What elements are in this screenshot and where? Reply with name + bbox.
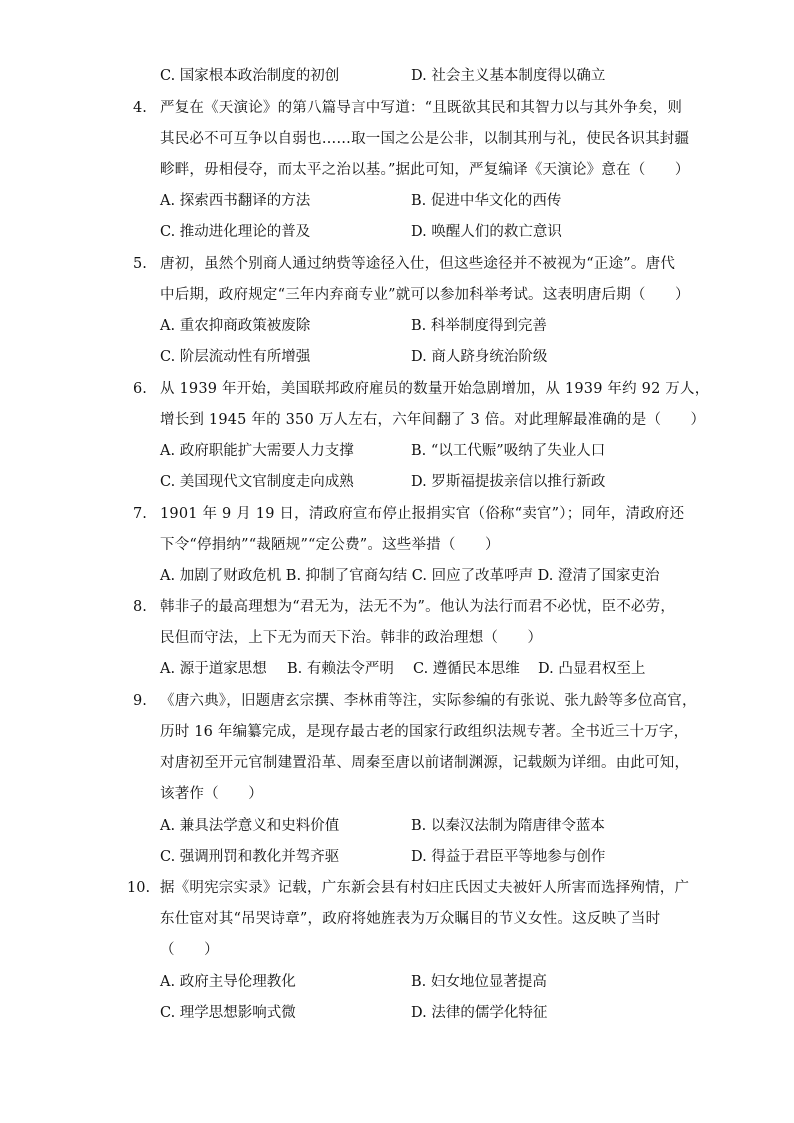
q7-line-2: 下令“停捐纳”“裁陋规”“定公费”。这些举措（ ） (160, 537, 500, 553)
q10-line-3: （ ） (160, 942, 219, 958)
q8-line-2: 民但而守法，上下无为而天下治。韩非的政治理想（ ） (160, 630, 543, 646)
q9-number: 9. (133, 693, 147, 709)
q5-option-d: D. 商人跻身统治阶级 (411, 349, 548, 365)
q3-option-d: D. 社会主义基本制度得以确立 (411, 68, 606, 84)
q10-option-c: C. 理学思想影响式微 (160, 1005, 296, 1021)
q9-option-a: A. 兼具法学意义和史料价值 (160, 818, 340, 834)
q5-option-c: C. 阶层流动性有所增强 (160, 349, 311, 365)
q10-number: 10. (127, 880, 151, 896)
q4-option-c: C. 推动进化理论的普及 (160, 224, 311, 240)
q9-option-c: C. 强调刑罚和教化并驾齐驱 (160, 849, 340, 865)
q9-option-b: B. 以秦汉法制为隋唐律令蓝本 (411, 818, 605, 834)
q6-option-b: B. “以工代赈”吸纳了失业人口 (411, 443, 606, 459)
q10-line-2: 东仕宦对其“吊哭诗章”，政府将她旌表为万众瞩目的节义女性。这反映了当时 (160, 911, 661, 927)
q5-option-a: A. 重农抑商政策被废除 (160, 318, 311, 334)
q6-line-1: 从 1939 年开始，美国联邦政府雇员的数量开始急剧增加，从 1939 年约 92 万人， (160, 381, 710, 397)
q4-line-1: 严复在《天演论》的第八篇导言中写道：“且既欲其民和其智力以与其外争矣，则 (160, 100, 683, 116)
q6-line-2: 增长到 1945 年的 350 万人左右，六年间翻了 3 倍。对此理解最准确的是（ ） (160, 412, 706, 428)
q5-number: 5. (133, 256, 147, 272)
q6-number: 6. (133, 381, 147, 397)
q4-option-b: B. 促进中华文化的西传 (411, 193, 562, 209)
q8-option-b: B. 有赖法令严明 (287, 661, 394, 677)
q7-number: 7. (133, 506, 147, 522)
q3-option-c: C. 国家根本政治制度的初创 (160, 68, 340, 84)
q8-option-c: C. 遵循民本思维 (413, 661, 520, 677)
q10-option-a: A. 政府主导伦理教化 (160, 974, 296, 990)
q9-line-2: 历时 16 年编纂完成，是现存最古老的国家行政组织法规专著。全书近三十万字， (160, 724, 689, 740)
q7-options-line: A. 加剧了财政危机 B. 抑制了官商勾结 C. 回应了改革呼声 D. 澄清了国家吏治 (160, 568, 660, 584)
q4-line-2: 其民必不可互争以自弱也……取一国之公是公非，以制其刑与礼，使民各识其封疆 (160, 131, 690, 147)
q10-option-d: D. 法律的儒学化特征 (411, 1005, 548, 1021)
q4-line-3: 畛畔，毋相侵夺，而太平之治以基。”据此可知，严复编译《天演论》意在（ ） (160, 162, 690, 178)
q9-line-3: 对唐初至开元官制建置沿革、周秦至唐以前诸制渊源，记载颇为详细。由此可知， (160, 755, 690, 771)
q9-line-4: 该著作（ ） (160, 786, 263, 802)
q10-line-1: 据《明宪宗实录》记载，广东新会县有村妇庄氏因丈夫被奸人所害而选择殉情，广 (160, 880, 690, 896)
q8-number: 8. (133, 599, 147, 615)
q9-line-1: 《唐六典》，旧题唐玄宗撰、李林甫等注，实际参编的有张说、张九龄等多位高官， (160, 693, 697, 709)
q8-option-d: D. 凸显君权至上 (538, 661, 646, 677)
q5-option-b: B. 科举制度得到完善 (411, 318, 547, 334)
q4-option-d: D. 唤醒人们的救亡意识 (411, 224, 562, 240)
q7-line-1: 1901 年 9 月 19 日，清政府宣布停止报捐实官（俗称“卖官”）；同年，清政府还 (160, 506, 685, 522)
q6-option-a: A. 政府职能扩大需要人力支撑 (160, 443, 354, 459)
q5-line-2: 中后期，政府规定“三年内弃商专业”就可以参加科举考试。这表明唐后期（ ） (160, 287, 690, 303)
q9-option-d: D. 得益于君臣平等地参与创作 (411, 849, 606, 865)
q5-line-1: 唐初，虽然个别商人通过纳赀等途径入仕，但这些途径并不被视为“正途”。唐代 (160, 256, 676, 272)
q6-option-c: C. 美国现代文官制度走向成熟 (160, 474, 354, 490)
q8-option-a: A. 源于道家思想 (160, 661, 267, 677)
q4-number: 4. (133, 100, 147, 116)
q8-line-1: 韩非子的最高理想为“君无为，法无不为”。他认为法行而君不必忧，臣不必劳， (160, 599, 676, 615)
q6-option-d: D. 罗斯福提拔亲信以推行新政 (411, 474, 606, 490)
q10-option-b: B. 妇女地位显著提高 (411, 974, 547, 990)
q4-option-a: A. 探索西书翻译的方法 (160, 193, 311, 209)
